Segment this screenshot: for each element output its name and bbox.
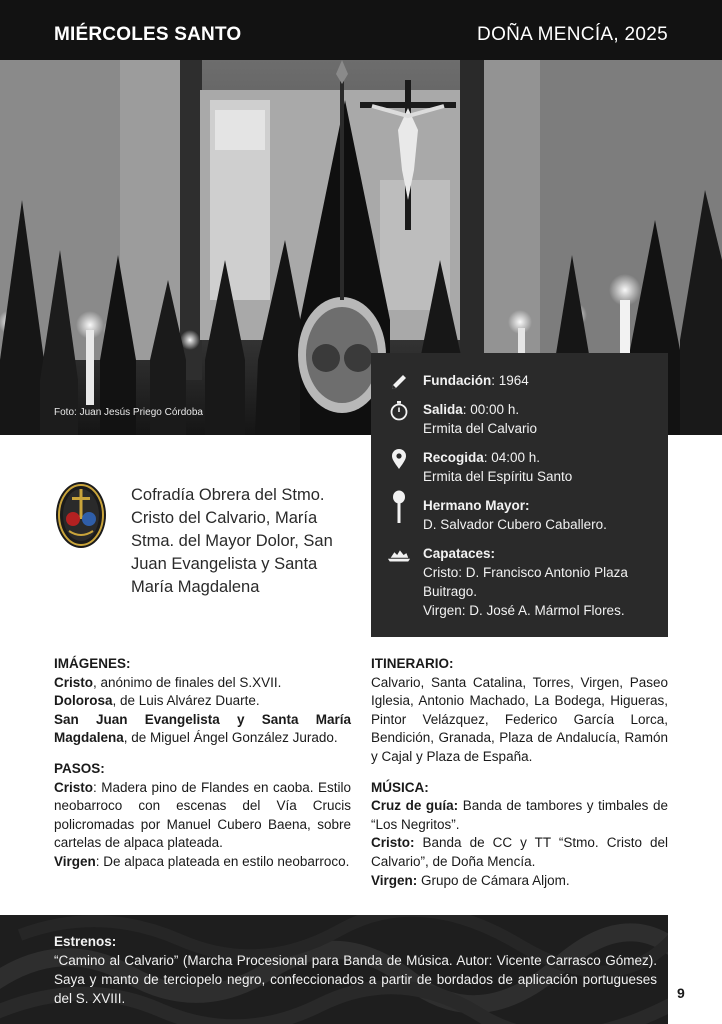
capataces-virgen: Virgen: D. José A. Mármol Flores. bbox=[423, 603, 625, 618]
pasos-virgen bbox=[54, 853, 351, 872]
imagenes-cristo-label: Cristo bbox=[54, 674, 94, 690]
info-recogida bbox=[387, 448, 654, 486]
musica-cruz-label: Cruz de guía: bbox=[371, 798, 459, 814]
page-number: 9 bbox=[677, 985, 685, 1001]
brotherhood-emblem bbox=[55, 481, 107, 549]
itinerario-title: ITINERARIO: bbox=[371, 656, 454, 671]
pasos-cristo-label: Cristo bbox=[54, 779, 94, 795]
musica-cristo-label: Cristo: bbox=[371, 835, 415, 851]
musica-virgen-text: Grupo de Cámara Aljom. bbox=[417, 872, 570, 888]
processional-float-icon bbox=[387, 544, 411, 566]
musica-cristo-text: Banda de CC y TT “Stmo. Cristo del Calvario”, de Doña Mencía. bbox=[371, 835, 668, 869]
header-day: MIÉRCOLES SANTO bbox=[54, 24, 242, 45]
fundacion-label: Fundación bbox=[423, 373, 492, 388]
estrenos-title: Estrenos: bbox=[54, 934, 117, 949]
right-column bbox=[371, 655, 668, 890]
pasos-virgen-text: : De alpaca plateada en estilo neobarroco. bbox=[95, 853, 350, 869]
fundacion-value: : 1964 bbox=[491, 373, 529, 388]
recogida-label: Recogida bbox=[423, 450, 484, 465]
capataces-label: Capataces: bbox=[423, 546, 496, 561]
salida-label: Salida bbox=[423, 402, 463, 417]
capataces-cristo: Cristo: D. Francisco Antonio Plaza Buitrago. bbox=[423, 565, 628, 599]
musica-virgen-label: Virgen: bbox=[371, 872, 418, 888]
info-panel bbox=[371, 353, 668, 637]
info-salida bbox=[387, 400, 654, 438]
left-column bbox=[54, 655, 351, 872]
ceremonial-staff-icon bbox=[387, 496, 411, 518]
imagenes-sanjuan-text: , de Miguel Ángel González Jurado. bbox=[123, 730, 338, 746]
recogida-place: Ermita del Espíritu Santo bbox=[423, 469, 573, 484]
salida-place: Ermita del Calvario bbox=[423, 421, 538, 436]
musica-virgen bbox=[371, 872, 668, 891]
imagenes-cristo-text: , anónimo de finales del S.XVII. bbox=[93, 674, 282, 690]
stopwatch-icon bbox=[387, 400, 411, 422]
estrenos-text: “Camino al Calvario” (Marcha Procesional para Banda de Música. Autor: Vicente Carrasco Gómez). Saya y manto de terciopelo negro, confeccionados a partir de bordados de aplicación portugueses del S. XVIII. bbox=[54, 953, 657, 1006]
estrenos-panel bbox=[0, 915, 668, 1024]
pasos-cristo-text: : Madera pino de Flandes en caoba. Estilo neobarroco con escenas del Vía Crucis policromadas por Manuel Cubero Baena, sobre cartelas de alpaca plateada. bbox=[54, 779, 351, 851]
imagenes-dolorosa-label: Dolorosa bbox=[54, 693, 113, 709]
hermano-label: Hermano Mayor: bbox=[423, 498, 530, 513]
info-hermano-mayor bbox=[387, 496, 654, 534]
imagenes-sanjuan bbox=[54, 711, 351, 748]
salida-value: : 00:00 h. bbox=[462, 402, 520, 417]
musica-title: MÚSICA: bbox=[371, 779, 429, 795]
hermano-value: D. Salvador Cubero Caballero. bbox=[423, 517, 607, 532]
musica-cruz-text: Banda de tambores y timbales de “Los Negritos”. bbox=[371, 798, 668, 832]
brotherhood-name: Cofradía Obrera del Stmo. Cristo del Calvario, María Stma. del Mayor Dolor, San Juan Evangelista y Santa María Magdalena bbox=[131, 486, 333, 596]
imagenes-sanjuan-label: San Juan Evangelista y Santa María Magdalena bbox=[54, 711, 351, 746]
header-place-year: DOÑA MENCÍA, 2025 bbox=[477, 24, 668, 45]
imagenes-title: IMÁGENES: bbox=[54, 656, 131, 671]
location-pin-icon bbox=[387, 448, 411, 470]
photo-credit: Foto: Juan Jesús Priego Córdoba bbox=[54, 407, 203, 418]
pasos-cristo bbox=[54, 779, 351, 853]
musica-cruz bbox=[371, 797, 668, 834]
pencil-icon bbox=[387, 371, 411, 393]
imagenes-dolorosa-text: , de Luis Alvárez Duarte. bbox=[112, 693, 260, 709]
imagenes-cristo bbox=[54, 674, 351, 693]
info-fundacion bbox=[387, 371, 654, 390]
pasos-virgen-label: Virgen bbox=[54, 853, 96, 869]
itinerario-text: Calvario, Santa Catalina, Torres, Virgen, Paseo Iglesia, Antonio Machado, La Bodega, Higueras, Pintor Velázquez, Federico García Lorca, Bendición, Granada, Plaza de Andalucía, Ramón y Cajal y Plaza de España. bbox=[371, 674, 668, 764]
recogida-value: : 04:00 h. bbox=[483, 450, 541, 465]
pasos-title: PASOS: bbox=[54, 760, 105, 776]
info-capataces bbox=[387, 544, 654, 620]
musica-cristo bbox=[371, 834, 668, 871]
imagenes-dolorosa bbox=[54, 692, 351, 711]
page-header bbox=[0, 0, 722, 60]
estrenos-text-block bbox=[54, 932, 657, 1008]
